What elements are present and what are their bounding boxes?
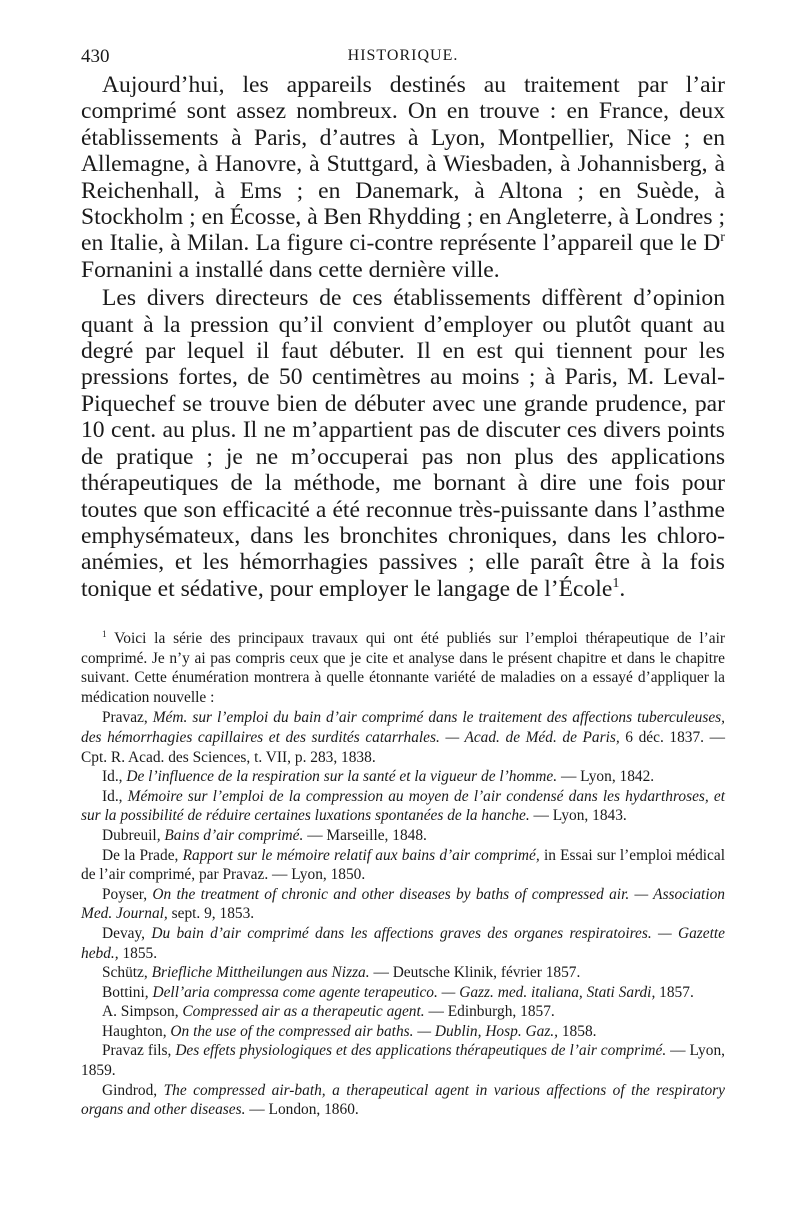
page-number: 430 xyxy=(81,46,110,67)
reference-details: 1857. xyxy=(655,983,694,1001)
reference-author: Gindrod, xyxy=(102,1081,164,1099)
reference-details: — Lyon, 1859. xyxy=(81,1042,725,1080)
reference-item xyxy=(81,767,725,787)
reference-title: Bains d’air comprimé. xyxy=(164,826,304,844)
reference-author: Pravaz fils, xyxy=(102,1042,176,1060)
reference-title: Compressed air as a therapeutic agent. xyxy=(182,1003,425,1021)
reference-details: sept. 9, 1853. xyxy=(167,905,255,923)
reference-author: Schütz, xyxy=(102,964,152,982)
main-text xyxy=(81,72,725,602)
body-paragraph-1: Aujourd’hui, les appareils destinés au traitement par l’air comprimé sont assez nombreux. On en trouve : en France, deux établissements à Paris, d’autres à Lyon, Montpellier, Nice ; en Allemagne, à Hanovre, à Stuttgard, à Wiesbaden, à Johannisberg, à Reichenhall, à Ems ; en Danemark, à Altona ; en Suède, à Stockholm ; en Écosse, à Ben Rhydding ; en Angleterre, à Londres ; en Italie, à Milan. La figure ci-contre représente l’appareil que le $D^r$ Fornanini a installé dans cette dernière ville. xyxy=(81,72,725,283)
reference-details: — Marseille, 1848. xyxy=(303,826,427,844)
reference-item xyxy=(81,963,725,983)
reference-details: 1858. xyxy=(558,1022,597,1040)
reference-item xyxy=(81,885,725,924)
reference-author: Dubreuil, xyxy=(102,826,165,844)
reference-title: De l’influence de la respiration sur la santé et la vigueur de l’homme. xyxy=(126,768,558,786)
reference-list xyxy=(81,708,725,1119)
reference-item xyxy=(81,1022,725,1042)
reference-title: The compressed air-bath, a therapeutical agent in various affections of the respiratory organs and other diseases. xyxy=(81,1081,725,1119)
body-paragraph-2: Les divers directeurs de ces établissements diffèrent d’opinion quant à la pression qu’il convient d’employer ou plutôt quant au degré par lequel il faut débuter. Il en est qui tiennent pour les pressions fortes, de 50 centimètres au moins ; à Paris, M. Leval-Piquechef se trouve bien de débuter avec une grande prudence, par 10 cent. au plus. Il ne m’appartient pas de discuter ces divers points de pratique ; je ne m’occuperai pas non plus des applications thérapeutiques de la méthode, me bornant à dire une fois pour toutes que son efficacité a été reconnue très-puissante dans l’asthme emphysémateux, dans les bronchites chroniques, dans les chloro-anémies, et les hémorrhagies passives ; elle paraît être à la fois tonique et sédative, pour employer le langage de l’École$^1$. xyxy=(81,285,725,602)
reference-title: Briefliche Mittheilungen aus Nizza. xyxy=(151,964,370,982)
reference-title: Des effets physiologiques et des applications thérapeutiques de l’air comprimé. xyxy=(175,1042,667,1060)
reference-details: 1855. xyxy=(118,944,158,962)
footnote-intro: $^1$ Voici la série des principaux travaux qui ont été publiés sur l’emploi thérapeutique de l’air comprimé. Je n’y ai pas compris ceux que je cite et analyse dans le présent chapitre et dans le chapitre suivant. Cette énumération montrera à quelle étonnante variété de maladies on a essayé d’appliquer la médication nouvelle : xyxy=(81,628,725,706)
reference-author: Bottini, xyxy=(102,983,153,1001)
reference-title: Rapport sur le mémoire relatif aux bains d’air comprimé, xyxy=(182,846,540,864)
reference-item xyxy=(81,1041,725,1080)
footnote-marker: 1 xyxy=(102,628,107,639)
reference-author: Id., xyxy=(102,787,128,805)
reference-author: Id., xyxy=(102,768,127,786)
reference-item xyxy=(81,708,725,767)
reference-title: Dell’aria compressa come agente terapeutico. — Gazz. med. italiana, Stati Sardi, xyxy=(152,983,656,1001)
reference-item xyxy=(81,826,725,846)
reference-item xyxy=(81,846,725,885)
reference-author: A. Simpson, xyxy=(102,1003,183,1021)
reference-details: — Lyon, 1842. xyxy=(557,768,655,786)
reference-author: De la Prade, xyxy=(102,846,183,864)
reference-details: — Lyon, 1843. xyxy=(529,807,627,825)
reference-details: — London, 1860. xyxy=(245,1101,359,1119)
reference-author: Devay, xyxy=(102,924,152,942)
reference-item xyxy=(81,983,725,1003)
reference-item xyxy=(81,787,725,826)
footnote-ref-1: 1 xyxy=(612,574,620,591)
reference-details: — Deutsche Klinik, février 1857. xyxy=(369,964,581,982)
reference-title: On the use of the compressed air baths. — Dublin, Hosp. Gaz., xyxy=(170,1022,559,1040)
reference-author: Pravaz, xyxy=(102,709,153,727)
reference-title: On the treatment of chronic and other diseases by baths of compressed air. — Association Med. Journal, xyxy=(81,885,725,923)
footnotes xyxy=(81,629,725,1120)
reference-item xyxy=(81,1081,725,1120)
reference-details: 6 déc. 1837. — Cpt. R. Acad. des Sciences, t. VII, p. 283, 1838. xyxy=(81,728,725,766)
superscript-r: r xyxy=(720,229,725,246)
reference-title: Mémoire sur l’emploi de la compression au moyen de l’air condensé dans les hydarthroses, et sur la possibilité de réduire certaines luxations spontanées de la hanche. xyxy=(81,787,725,825)
reference-title: Mém. sur l’emploi du bain d’air comprimé dans le traitement des affections tuberculeuses, des hémorrhagies capillaires et des surdités catarrhales. — Acad. de Méd. de Paris, xyxy=(81,709,725,746)
reference-author: Haughton, xyxy=(102,1022,171,1040)
page-header xyxy=(81,46,725,70)
reference-item xyxy=(81,924,725,963)
reference-details: — Edinburgh, 1857. xyxy=(424,1003,555,1021)
reference-title: Du bain d’air comprimé dans les affections graves des organes respiratoires. — Gazette hebd., xyxy=(81,924,725,962)
running-title: HISTORIQUE. xyxy=(347,47,459,64)
reference-details: in Essai sur l’emploi médical de l’air comprimé, par Pravaz. — Lyon, 1850. xyxy=(81,846,725,884)
reference-author: Poyser, xyxy=(102,885,153,903)
reference-item xyxy=(81,1002,725,1022)
